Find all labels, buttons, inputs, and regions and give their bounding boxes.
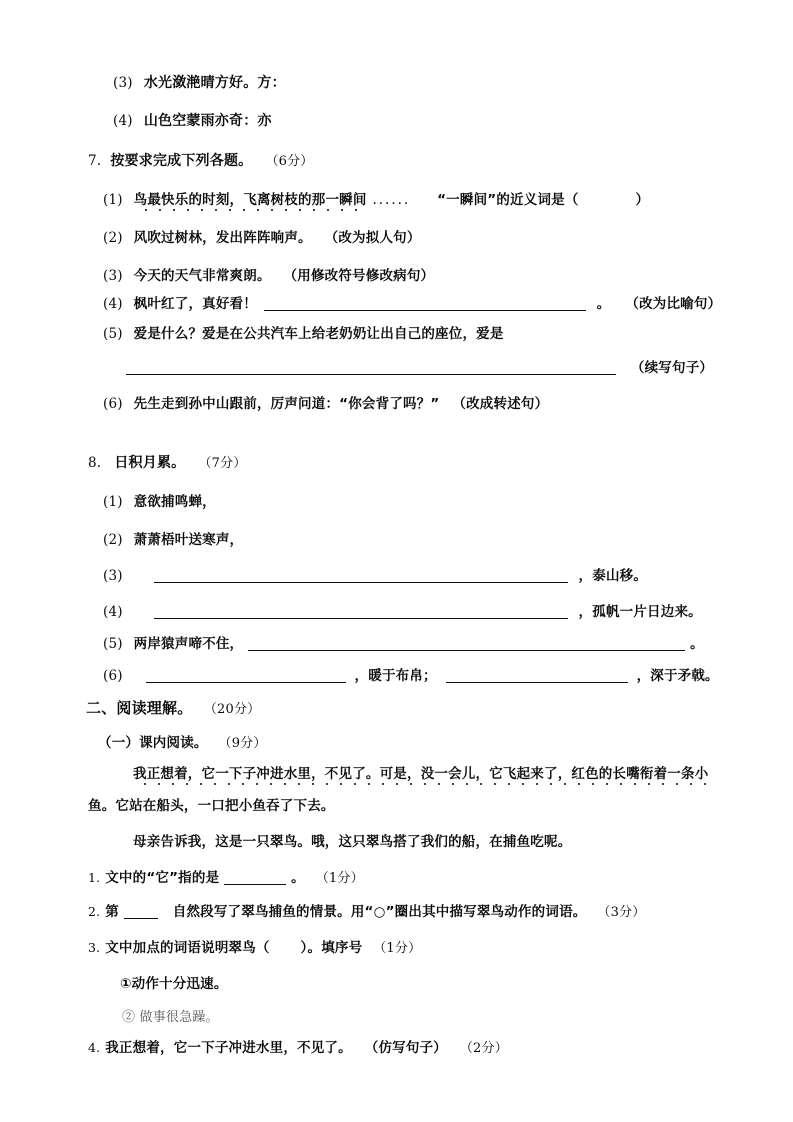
question-8-heading — [88, 452, 247, 472]
q7-item-1 — [103, 188, 649, 208]
passage-line-3 — [133, 830, 571, 850]
section-2-title: 二、阅读理解。 — [86, 699, 193, 717]
q7-item-5-answer-blank[interactable] — [126, 361, 616, 375]
reading-question-3-after: ）。填序号 — [300, 940, 363, 956]
carryover-item-3 — [113, 72, 286, 92]
reading-question-1 — [88, 866, 364, 886]
reading-question-4-hint: （仿写句子） — [364, 1040, 447, 1056]
carryover-item-3-text: 水光潋滟晴方好。方： — [143, 75, 286, 91]
question-7-title: 按要求完成下列各题。 — [110, 153, 253, 169]
passage-line-1 — [133, 762, 708, 782]
reading-question-3-option-2-text: ② 做事很急躁。 — [122, 1010, 219, 1025]
reading-question-3-option-1-text: ①动作十分迅速。 — [120, 976, 228, 992]
q8-item-2-text: 萧萧梧叶送寒声， — [133, 532, 244, 548]
q7-item-1-label: (1) — [103, 192, 123, 208]
carryover-item-4-text: 山色空蒙雨亦奇：亦 — [143, 113, 272, 129]
carryover-item-3-label: (3) — [113, 75, 133, 91]
passage-line-2-text: 鱼。它站在船头，一口把小鱼吞了下去。 — [88, 798, 335, 814]
q7-item-6 — [103, 392, 548, 412]
q8-item-3 — [103, 564, 647, 584]
reading-question-4-number: 4. — [88, 1040, 101, 1055]
q7-item-5-text: 爱是什么？爱是在公共汽车上给老奶奶让出自己的座位，爱是 — [133, 326, 504, 342]
reading-question-2 — [88, 900, 645, 920]
section-2-heading — [86, 697, 260, 718]
q8-item-5-after: 。 — [690, 636, 704, 652]
q7-item-4-hint: （改为比喻句） — [625, 296, 722, 312]
q7-item-3-text: 今天的天气非常爽朗。 — [133, 268, 271, 284]
q7-item-4-label: (4) — [103, 296, 123, 312]
q8-item-3-answer-blank[interactable] — [154, 569, 568, 583]
carryover-item-4 — [113, 110, 272, 130]
subsection-1-title: （一）课内阅读。 — [98, 735, 208, 751]
q8-item-6-answer-blank-2[interactable] — [446, 669, 628, 683]
q7-item-2-label: (2) — [103, 230, 123, 246]
question-8-title: 日积月累。 — [114, 455, 186, 471]
reading-question-1-answer-blank[interactable] — [224, 872, 286, 885]
q8-item-6 — [103, 664, 719, 684]
q7-item-1-text: 鸟最快乐的时刻，飞离树枝的那一瞬间 — [134, 188, 367, 208]
q8-item-6-answer-blank-1[interactable] — [146, 669, 346, 683]
q7-item-5-label: (5) — [103, 326, 123, 342]
reading-question-4-text: 我正想着，它一下子冲进水里，不见了。 — [105, 1040, 352, 1056]
reading-question-2-text: 第 — [105, 904, 119, 920]
q7-item-3-label: (3) — [103, 268, 123, 284]
question-7-heading — [88, 150, 314, 170]
q7-item-4-answer-blank[interactable] — [264, 297, 586, 311]
q8-item-3-after: ，泰山移。 — [578, 568, 648, 584]
reading-question-1-after: 。 — [291, 870, 305, 886]
passage-line-3-text: 母亲告诉我，这是一只翠鸟。哦，这只翠鸟搭了我们的船，在捕鱼吃呢。 — [133, 834, 572, 850]
q7-item-2-hint: （改为拟人句） — [324, 230, 421, 246]
q7-item-4-text: 枫叶红了，真好看！ — [133, 296, 257, 312]
q7-item-6-hint: （改成转述句） — [452, 396, 549, 412]
q8-item-1-label: (1) — [103, 494, 123, 510]
reading-question-3-option-2[interactable] — [122, 1006, 219, 1025]
q7-item-2 — [103, 226, 421, 246]
reading-question-1-score: （1分） — [315, 871, 364, 886]
q8-item-6-after: ，深于矛戟。 — [636, 668, 719, 684]
question-8-score: （7分） — [198, 456, 247, 471]
passage-line-2 — [88, 794, 335, 814]
q8-item-5-label: (5) — [103, 636, 123, 652]
reading-question-3 — [88, 936, 421, 956]
q8-item-5-before: 两岸猿声啼不住， — [133, 636, 244, 652]
q7-item-4 — [103, 292, 721, 312]
subsection-1-score: （9分） — [218, 736, 267, 751]
q7-item-6-text: 先生走到孙中山跟前，厉声问道：“你会背了吗？” — [133, 396, 440, 412]
subsection-1-heading — [98, 731, 267, 751]
question-7-score: （6分） — [265, 154, 314, 169]
reading-question-4 — [88, 1036, 508, 1056]
reading-question-2-score: （3分） — [597, 905, 646, 920]
q8-item-5-answer-blank[interactable] — [248, 637, 685, 651]
reading-question-2-after: 自然段写了翠鸟捕鱼的情景。用“○”圈出其中描写翠鸟动作的词语。 — [172, 904, 587, 920]
passage-line-1-text: 我正想着，它一下子冲进水里，不见了。可是，没一会儿，它飞起来了，红色的长嘴衔着一条小 — [133, 762, 708, 782]
q8-item-6-mid: ，暖于布帛； — [354, 668, 437, 684]
reading-question-3-text: 文中加点的词语说明翠鸟（ — [105, 940, 270, 956]
reading-question-2-answer-blank[interactable] — [124, 906, 158, 919]
q7-item-3 — [103, 264, 434, 284]
q7-item-5-continuation — [126, 356, 713, 376]
reading-question-4-score: （2分） — [459, 1041, 508, 1056]
question-8-number: 8. — [88, 455, 102, 471]
q7-item-3-hint: （用修改符号修改病句） — [283, 268, 435, 284]
q8-item-2 — [103, 528, 243, 548]
q7-item-4-period: 。 — [596, 296, 611, 312]
q8-item-3-label: (3) — [103, 568, 123, 584]
q7-item-1-tail2: ） — [635, 192, 650, 208]
q8-item-4 — [103, 600, 702, 620]
q7-item-6-label: (6) — [103, 396, 123, 412]
reading-question-2-number: 2. — [88, 904, 101, 919]
section-2-score: （20分） — [203, 702, 261, 717]
q7-item-1-tail: “一瞬间”的近义词是（ — [437, 192, 579, 208]
q8-item-1-text: 意欲捕鸣蝉， — [133, 494, 216, 510]
question-7-number: 7. — [88, 153, 102, 169]
q7-item-5 — [103, 322, 504, 342]
carryover-item-4-label: (4) — [113, 113, 133, 129]
reading-question-1-text: 文中的“它”指的是 — [105, 870, 220, 886]
q8-item-6-label: (6) — [103, 668, 123, 684]
q8-item-2-label: (2) — [103, 532, 123, 548]
q8-item-1 — [103, 490, 216, 510]
reading-question-3-number: 3. — [88, 940, 101, 955]
q7-item-5-hint: （续写句子） — [630, 360, 714, 376]
q8-item-4-after: ，孤帆一片日边来。 — [578, 604, 702, 620]
q7-item-1-ellipsis: ...... — [372, 192, 411, 208]
reading-question-3-score: （1分） — [373, 941, 422, 956]
reading-question-1-number: 1. — [88, 870, 101, 885]
reading-question-3-option-1[interactable] — [120, 972, 228, 992]
q7-item-2-text: 风吹过树林，发出阵阵响声。 — [133, 230, 312, 246]
q8-item-4-label: (4) — [103, 604, 123, 620]
q8-item-4-answer-blank[interactable] — [154, 605, 568, 619]
q8-item-5 — [103, 632, 704, 652]
